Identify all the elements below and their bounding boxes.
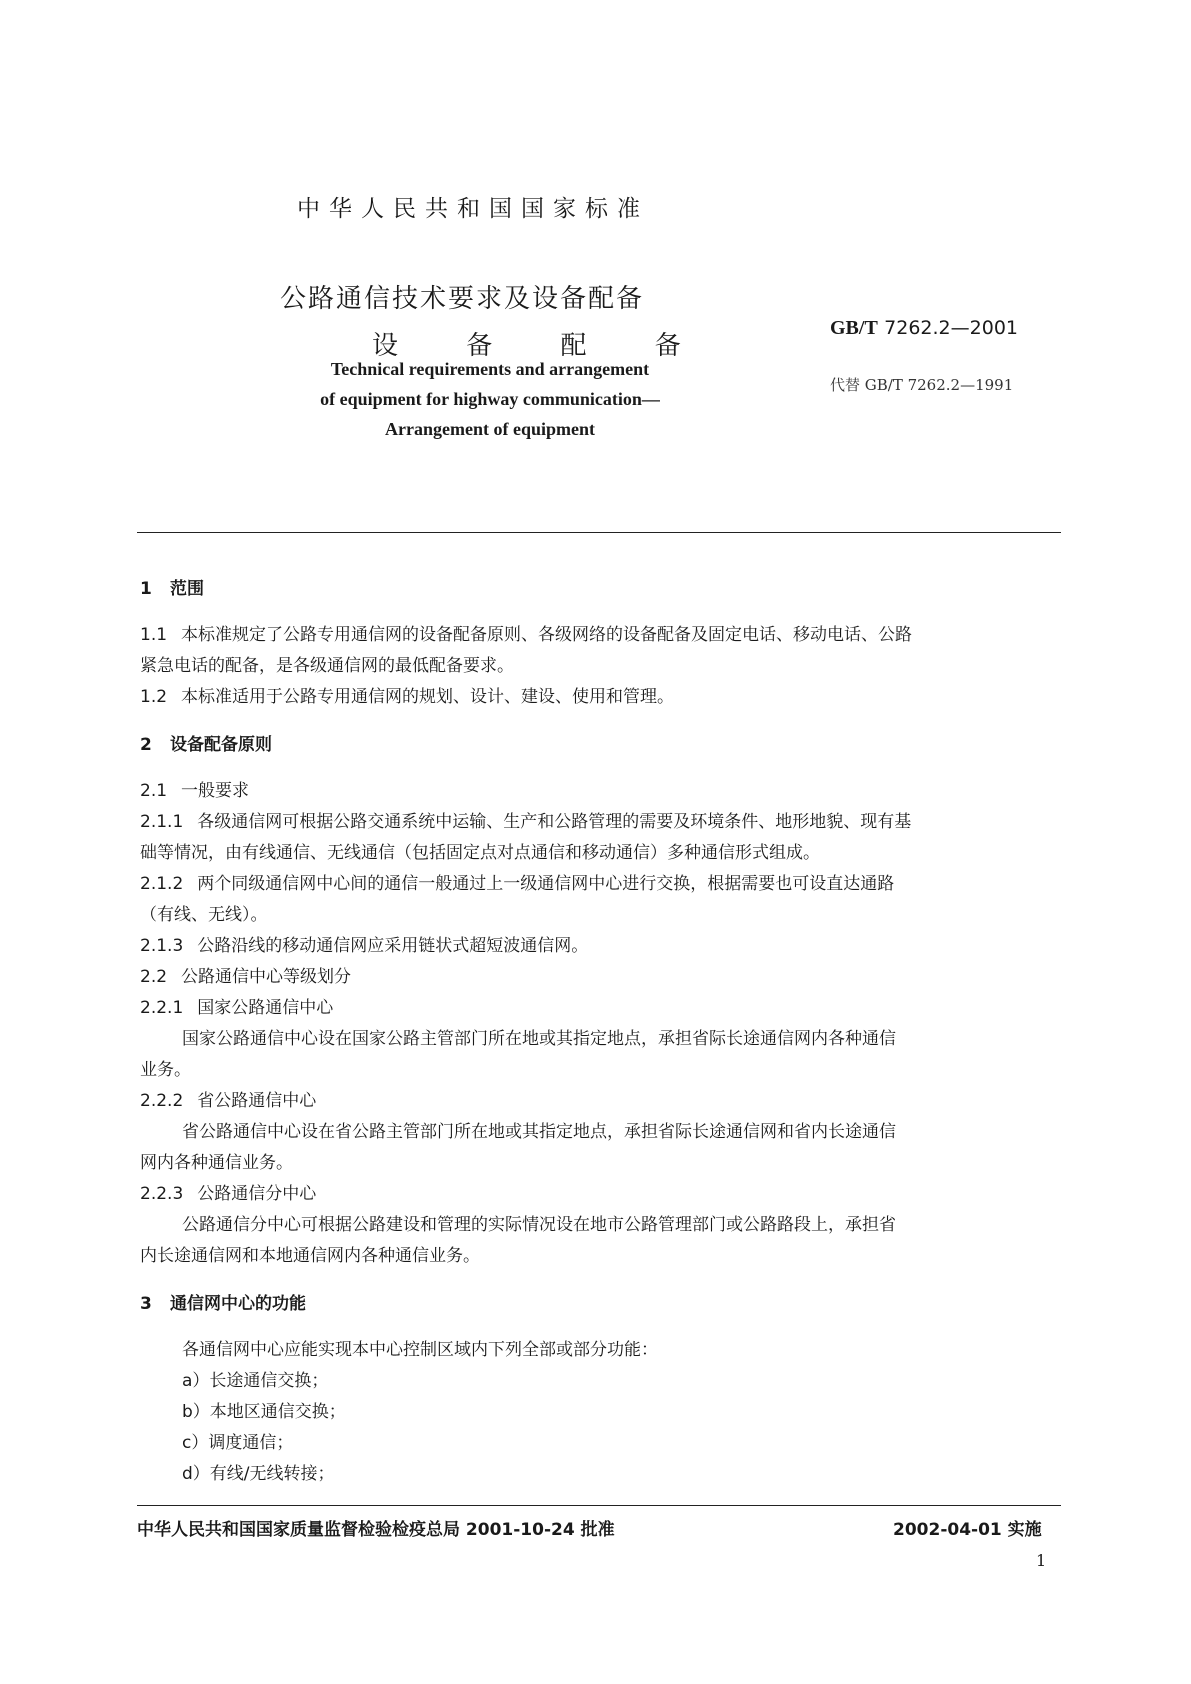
clause-text: 公路沿线的移动通信网应采用链状式超短波通信网。 <box>197 936 589 956</box>
clause-2-1 <box>140 776 249 801</box>
clause-title: 公路通信分中心 <box>197 1184 317 1204</box>
clause-2-1-1-line-1 <box>140 807 911 832</box>
replaces-note: 代替 GB/T 7262.2—1991 <box>830 376 1014 394</box>
document-title: 公路通信技术要求及设备配备 <box>280 284 645 314</box>
standard-number: 7262.2—2001 <box>884 317 1018 339</box>
section-number: 1 <box>140 579 152 599</box>
clause-text: 本标准规定了公路专用通信网的设备配备原则、各级网络的设备配备及固定电话、移动电话、公路 <box>181 625 913 645</box>
english-title-line-2: of equipment for highway communication— <box>320 389 660 409</box>
document-subtitle: 设 备 配 备 <box>372 331 711 361</box>
footer-divider <box>137 1505 1061 1506</box>
clause-2-1-2-line-2: （有线、无线）。 <box>140 905 268 925</box>
section-title: 设备配备原则 <box>170 735 272 755</box>
section-title: 通信网中心的功能 <box>170 1294 306 1314</box>
clause-number: 2.2.3 <box>140 1184 184 1204</box>
approval-statement: 中华人民共和国国家质量监督检验检疫总局 2001-10-24 批准 <box>137 1520 615 1540</box>
clause-number: 1.1 <box>140 625 168 645</box>
clause-number: 2.1.2 <box>140 874 184 894</box>
clause-number: 2.2.2 <box>140 1091 184 1111</box>
clause-2-2-1-title <box>140 993 333 1018</box>
clause-2-2-2-line-1: 省公路通信中心设在省公路主管部门所在地或其指定地点，承担省际长途通信网和省内长途通信 <box>182 1122 896 1142</box>
page-number: 1 <box>1036 1551 1047 1570</box>
clause-number: 1.2 <box>140 687 168 707</box>
section-3-intro: 各通信网中心应能实现本中心控制区域内下列全部或部分功能： <box>182 1340 658 1360</box>
clause-text: 一般要求 <box>181 781 250 801</box>
standard-prefix: GB/T <box>830 317 878 339</box>
list-item: a）长途通信交换； <box>182 1371 329 1391</box>
clause-text: 本标准适用于公路专用通信网的规划、设计、建设、使用和管理。 <box>181 687 675 707</box>
clause-2-2-1-line-2: 业务。 <box>140 1060 191 1080</box>
clause-2-2-1-line-1: 国家公路通信中心设在国家公路主管部门所在地或其指定地点，承担省际长途通信网内各种通信 <box>182 1029 896 1049</box>
clause-text: 公路通信中心等级划分 <box>181 967 352 987</box>
clause-2-2-3-line-2: 内长途通信网和本地通信网内各种通信业务。 <box>140 1246 480 1266</box>
clause-text: 各级通信网可根据公路交通系统中运输、生产和公路管理的需要及环境条件、地形地貌、现有基 <box>197 812 912 832</box>
national-standard-label: 中华人民共和国国家标准 <box>297 196 649 222</box>
section-title: 范围 <box>170 579 204 599</box>
clause-2-2 <box>140 962 351 987</box>
clause-2-1-3 <box>140 931 588 956</box>
clause-number: 2.2 <box>140 967 168 987</box>
section-1-heading <box>140 574 204 599</box>
list-item: c）调度通信； <box>182 1433 294 1453</box>
clause-number: 2.1.3 <box>140 936 184 956</box>
clause-2-2-3-title <box>140 1179 316 1204</box>
section-number: 2 <box>140 735 152 755</box>
clause-text: 两个同级通信网中心间的通信一般通过上一级通信网中心进行交换，根据需要也可设直达通路 <box>197 874 895 894</box>
clause-2-1-2-line-1 <box>140 869 894 894</box>
clause-title: 省公路通信中心 <box>197 1091 317 1111</box>
standard-code <box>830 315 1018 340</box>
clause-2-2-3-line-1: 公路通信分中心可根据公路建设和管理的实际情况设在地市公路管理部门或公路路段上，承担省 <box>182 1215 896 1235</box>
english-title-line-1: Technical requirements and arrangement <box>330 359 650 379</box>
english-title-line-3: Arrangement of equipment <box>385 419 595 439</box>
clause-2-2-2-title <box>140 1086 316 1111</box>
clause-number: 2.2.1 <box>140 998 184 1018</box>
list-item: d）有线/无线转接； <box>182 1464 335 1484</box>
clause-number: 2.1.1 <box>140 812 184 832</box>
clause-number: 2.1 <box>140 781 168 801</box>
clause-2-2-2-line-2: 网内各种通信业务。 <box>140 1153 293 1173</box>
section-3-heading <box>140 1289 306 1314</box>
list-item: b）本地区通信交换； <box>182 1402 346 1422</box>
clause-1-1-line-1 <box>140 620 912 645</box>
clause-title: 国家公路通信中心 <box>197 998 334 1018</box>
clause-1-2 <box>140 682 674 707</box>
section-2-heading <box>140 730 272 755</box>
section-number: 3 <box>140 1294 152 1314</box>
effective-date: 2002-04-01 实施 <box>893 1520 1042 1540</box>
clause-1-1-line-2: 紧急电话的配备，是各级通信网的最低配备要求。 <box>140 656 514 676</box>
clause-2-1-1-line-2: 础等情况，由有线通信、无线通信（包括固定点对点通信和移动通信）多种通信形式组成。 <box>140 843 820 863</box>
header-divider <box>137 532 1061 533</box>
